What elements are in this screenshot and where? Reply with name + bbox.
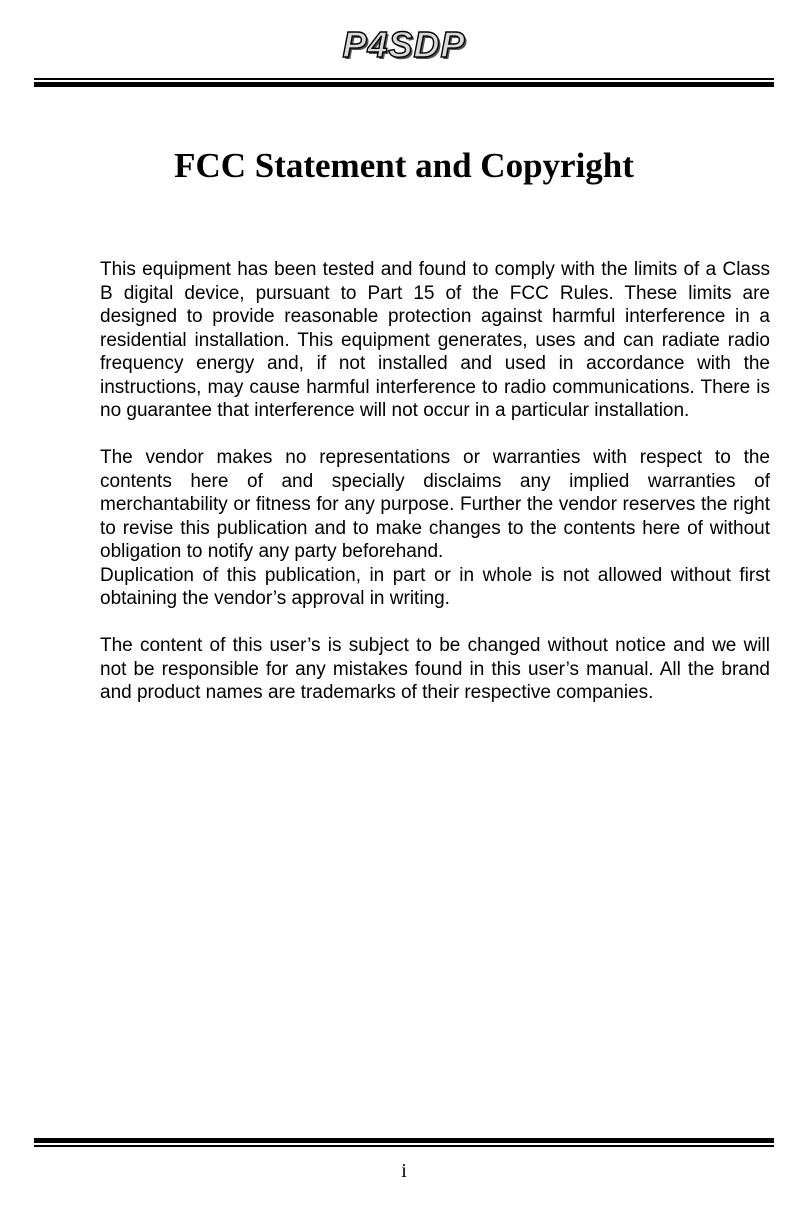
document-body <box>100 258 770 705</box>
paragraph-trademarks: The content of this user’s is subject to be changed without notice and we will not be responsible for any mistakes found in this user’s manual. All the brand and product names are trademarks of their respective companies. <box>100 635 770 703</box>
paragraph-duplication-notice: Duplication of this publication, in part or in whole is not allowed without first obtaining the vendor’s approval in writing. <box>100 564 770 609</box>
header-model-name: P4SDP <box>342 24 466 65</box>
page-title: FCC Statement and Copyright <box>174 146 634 185</box>
paragraph-fcc-compliance: This equipment has been tested and found to comply with the limits of a Class B digital device, pursuant to Part 15 of the FCC Rules. These limits are designed to provide reasonable protection against harmful interference in a residential installation. This equipment generates, uses and can radiate radio frequency energy and, if not installed and used in accordance with the instructions, may cause harmful interference to radio communications. There is no guarantee that interference will not occur in a particular installation. <box>100 259 770 421</box>
footer-divider <box>34 1138 774 1147</box>
page-number: i <box>401 1160 407 1182</box>
paragraph-vendor-disclaimer: The vendor makes no representations or warranties with respect to the contents here of and specially disclaims any implied warranties of merchantability or fitness for any purpose. Further the vendor reserves the right to revise this publication and to make changes to the contents here of without obligation to notify any party beforehand. <box>100 447 770 562</box>
header-divider <box>34 78 774 87</box>
paragraph-spacer <box>100 611 770 635</box>
paragraph-spacer <box>100 423 770 447</box>
